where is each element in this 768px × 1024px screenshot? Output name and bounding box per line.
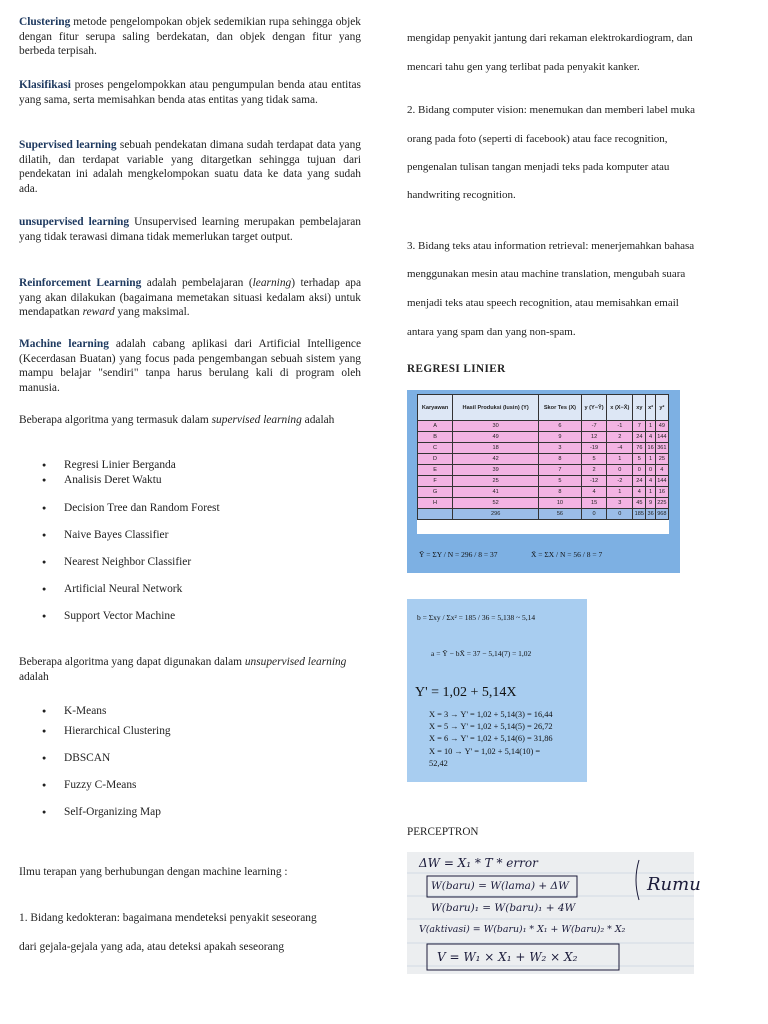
table-row [418,454,669,465]
handwriting-line: W(baru)₁ = W(baru)₁ + 4W [431,902,576,914]
table-cell: 1 [607,487,633,498]
supervised-intro: Beberapa algoritma yang termasuk dalam supervised learning adalah [19,414,335,426]
formula-line: 52,42 [429,758,448,768]
table-cell: 296 [453,509,539,520]
table-row [418,476,669,487]
formula-b: b = Σxy / Σx² = 185 / 36 = 5,138 ~ 5,14 [417,613,536,622]
table-header: Hasil Produksi (lusin) (Y) [453,395,539,421]
formula-line: X = 5 → Y' = 1,02 + 5,14(5) = 26,72 [429,722,553,732]
list-item: ● Artificial Neural Network [64,583,182,595]
table-cell: 144 [655,476,668,487]
perceptron-heading: PERCEPTRON [407,826,479,838]
table-cell: 15 [581,498,607,509]
list-item: ● Nearest Neighbor Classifier [64,556,191,568]
list-item: ● Naive Bayes Classifier [64,529,168,541]
definition-unsupervised: unsupervised learning Unsupervised learning merupakan pembelajaran yang tidak terawasi dimana tidak memerlukan target output. [19,216,361,243]
table-cell: 2 [607,432,633,443]
list-item: ● Fuzzy C-Means [64,779,136,791]
handwriting-line: V = W₁ × X₁ + W₂ × X₂ [437,950,578,964]
table-cell: 24 [633,476,646,487]
table-cell: 4 [646,432,655,443]
mean-x: X̄ = ΣX / N = 56 / 8 = 7 [531,550,603,559]
table-cell: 3 [607,498,633,509]
formula-line: X = 3 → Y' = 1,02 + 5,14(3) = 16,44 [429,710,553,719]
table-cell: -2 [607,476,633,487]
table-cell: 42 [453,454,539,465]
term: Klasifikasi [19,79,71,91]
mean-y: Ȳ = ΣY / N = 296 / 8 = 37 [419,550,498,559]
definition-machine-learning: Machine learning adalah cabang aplikasi dari Artificial Intelligence (Kecerdasan Buatan) yang focus pada pengembangan sebuah sistem yang mampu belajar "sendiri" tanpa harus berulang kali di program oleh manusia. [19,338,362,394]
table-cell: G [418,487,453,498]
table-row [418,487,669,498]
table-cell: 5 [581,454,607,465]
list-item: ● Self-Organizing Map [64,806,161,818]
table-header: y (Y−Ȳ) [581,395,607,421]
table-cell: 5 [539,476,582,487]
handwriting-line: ΔW = X₁ * T * error [419,856,538,870]
table-cell: 6 [539,421,582,432]
table-cell: 56 [539,509,582,520]
handwriting-side: Rumu [647,874,701,895]
right-line: pengenalan tulisan tangan menjadi teks pada komputer atau [407,161,670,173]
applied-intro: Ilmu terapan yang berhubungan dengan machine learning : [19,866,288,878]
table-cell: 0 [607,509,633,520]
formula-lines [429,709,553,770]
table-cell: 25 [453,476,539,487]
table-cell: 0 [646,465,655,476]
list-item: ● K-Means [64,705,106,717]
right-line: 3. Bidang teks atau information retrieval: menerjemahkan bahasa [407,240,695,252]
table-total-row [418,509,669,520]
table-cell: 49 [655,421,668,432]
right-line: menggunakan mesin atau machine translation, mengubah suara [407,268,686,280]
table-cell: 0 [633,465,646,476]
table-cell: 144 [655,432,668,443]
table-cell: -7 [581,421,607,432]
table-cell: 968 [655,509,668,520]
list-item: ● Hierarchical Clustering [64,725,171,737]
right-line: handwriting recognition. [407,189,516,201]
table-cell: B [418,432,453,443]
unsupervised-intro: Beberapa algoritma yang dapat digunakan dalam unsupervised learning adalah [19,656,347,683]
definition-reinforcement: Reinforcement Learning adalah pembelajaran (learning) terhadap apa yang akan dilakukan (bagaimana memetakan situasi kedalam aksi) untuk mendapatkan reward yang maksimal. [19,277,362,319]
table-header: Karyawan [418,395,453,421]
table-cell: 4 [581,487,607,498]
term: Clustering [19,16,71,28]
regression-formula-figure [407,599,587,782]
table-cell: 8 [539,454,582,465]
regression-table [417,394,669,520]
right-line: antara yang spam dan yang non-spam. [407,326,576,338]
table-cell: 16 [655,487,668,498]
table-cell: -12 [581,476,607,487]
formula-line: X = 6 → Y' = 1,02 + 5,14(6) = 31,86 [429,734,553,744]
right-line: 2. Bidang computer vision: menemukan dan memberi label muka [407,104,696,116]
table-cell: 16 [646,443,655,454]
table-header: y² [655,395,668,421]
applied-item-1-line-1: 1. Bidang kedokteran: bagaimana mendeteksi penyakit seseorang [19,912,317,924]
definition-klasifikasi: Klasifikasi proses pengelompokkan atau pengumpulan benda atau entitas yang sama, serta memisahkan benda atas entitas yang tidak sama. [19,79,361,106]
table-header: x (X−X̄) [607,395,633,421]
table-cell: -4 [607,443,633,454]
table-cell: H [418,498,453,509]
table-cell: 1 [646,487,655,498]
table-cell: 7 [539,465,582,476]
regression-table-figure [407,390,680,573]
term: Machine learning [19,338,109,350]
handwriting-line: V(aktivasi) = W(baru)₁ * X₁ + W(baru)₂ * X₂ [419,924,626,935]
table-cell: 18 [453,443,539,454]
table-cell: 0 [581,509,607,520]
table-cell: 45 [633,498,646,509]
table-cell: E [418,465,453,476]
table-cell: 5 [633,454,646,465]
table-cell: C [418,443,453,454]
table-cell: 185 [633,509,646,520]
table-row [418,498,669,509]
formula-a: a = Ȳ − bX̄ = 37 − 5,14(7) = 1,02 [431,649,532,658]
table-cell: 8 [539,487,582,498]
list-item: ● DBSCAN [64,752,110,764]
table-cell: 2 [581,465,607,476]
table-cell: 49 [453,432,539,443]
applied-item-1-line-2: dari gejala-gejala yang ada, atau deteksi apakah seseorang [19,941,285,953]
table-cell: 76 [633,443,646,454]
list-item: ● Support Vector Machine [64,610,175,622]
table-cell: 12 [581,432,607,443]
right-line: mengidap penyakit jantung dari rekaman elektrokardiogram, dan [407,32,693,44]
right-line: menjadi teks atau speech recognition, atau memisahkan email [407,297,679,309]
term: Supervised learning [19,139,117,151]
table-cell: A [418,421,453,432]
table-cell: 3 [539,443,582,454]
list-item: ● Decision Tree dan Random Forest [64,502,220,514]
table-cell: 1 [607,454,633,465]
table-cell: 52 [453,498,539,509]
table-cell: 39 [453,465,539,476]
regresi-heading: REGRESI LINIER [407,363,506,375]
table-row [418,465,669,476]
table-cell: 1 [646,421,655,432]
table-cell: 9 [539,432,582,443]
table-row [418,443,669,454]
table-cell: D [418,454,453,465]
term: unsupervised learning [19,216,130,228]
definition-clustering: Clustering metode pengelompokan objek sedemikian rupa sehingga objek dengan fitur serupa saling berdekatan, dan objek dengan fitur yang berbeda terpisah. [19,16,361,58]
table-cell: 30 [453,421,539,432]
right-line: orang pada foto (seperti di facebook) atau face recognition, [407,133,668,145]
table-cell: 24 [633,432,646,443]
table-cell: -1 [607,421,633,432]
table-cell: 25 [655,454,668,465]
table-cell: -19 [581,443,607,454]
table-header: xy [633,395,646,421]
list-item: ● Analisis Deret Waktu [64,474,162,486]
table-cell: F [418,476,453,487]
table-row [418,432,669,443]
table-cell: 4 [646,476,655,487]
list-item: ● Regresi Linier Berganda [64,459,176,471]
table-cell [418,509,453,520]
table-cell: 41 [453,487,539,498]
table-cell: 361 [655,443,668,454]
handwriting-line: W(baru) = W(lama) + ΔW [431,880,569,892]
table-cell: 10 [539,498,582,509]
table-cell: 4 [633,487,646,498]
right-line: mencari tahu gen yang terlibat pada penyakit kanker. [407,61,640,73]
table-cell: 0 [607,465,633,476]
perceptron-handwriting-photo [407,852,701,974]
formula-main: Y' = 1,02 + 5,14X [415,685,517,700]
definition-supervised: Supervised learning sebuah pendekatan dimana sudah terdapat data yang dilatih, dan terdapat variable yang ditargetkan sehingga tujuan dari pendekatan ini adalah mengkelompokan suatu data ke data yang sudah ada. [19,139,361,195]
table-cell: 36 [646,509,655,520]
table-cell: 7 [633,421,646,432]
table-cell: 1 [646,454,655,465]
table-row [418,421,669,432]
table-cell: 225 [655,498,668,509]
table-cell: 9 [646,498,655,509]
table-cell: 4 [655,465,668,476]
table-header: x² [646,395,655,421]
term: Reinforcement Learning [19,277,142,289]
table-header: Skor Tes (X) [539,395,582,421]
formula-line: X = 10 → Y' = 1,02 + 5,14(10) = [429,746,541,756]
